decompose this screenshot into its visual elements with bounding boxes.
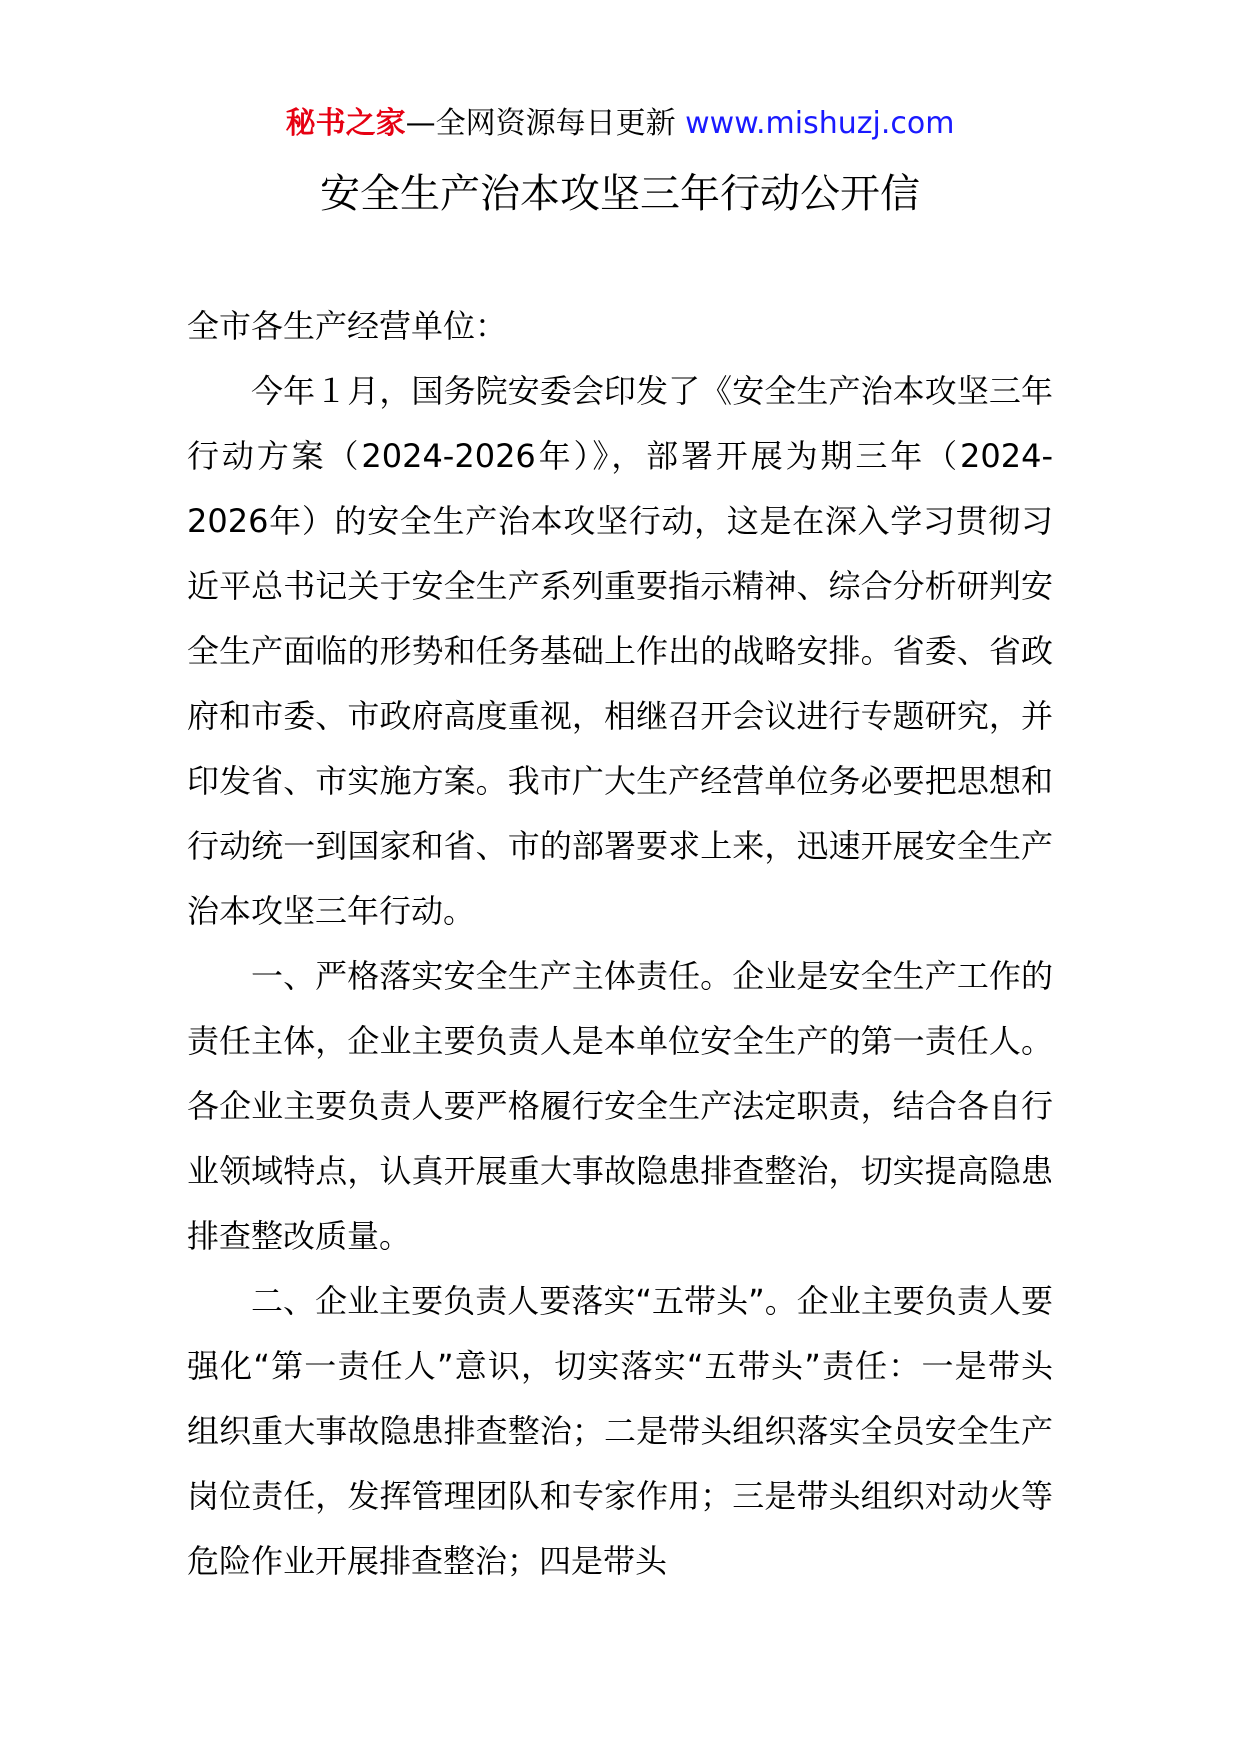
paragraph-section-two: 二、企业主要负责人要落实“五带头”。企业主要负责人要强化“第一责任人”意识，切实落实“五带头”责任：一是带头组织重大事故隐患排查整治；二是带头组织落实全员安全生产岗位责任，发挥管理团队和专家作用；三是带头组织对动火等危险作业开展排查整治；四是带头	[187, 1282, 1053, 1580]
site-url-link[interactable]: www.mishuzj.com	[685, 106, 955, 141]
paragraph-section-one: 一、严格落实安全生产主体责任。企业是安全生产工作的责任主体，企业主要负责人是本单位安全生产的第一责任人。各企业主要负责人要严格履行安全生产法定职责，结合各自行业领域特点，认真开展重大事故隐患排查整治，切实提高隐患排查整改质量。	[187, 957, 1053, 1255]
document-body	[187, 294, 1053, 1594]
document-title: 安全生产治本攻坚三年行动公开信	[320, 171, 920, 217]
paragraph-intro: 今年１月，国务院安委会印发了《安全生产治本攻坚三年行动方案（2024-2026年）》，部署开展为期三年（2024-2026年）的安全生产治本攻坚行动，这是在深入学习贯彻习近平总书记关于安全生产系列重要指示精神、综合分析研判安全生产面临的形势和任务基础上作出的战略安排。省委、省政府和市委、市政府高度重视，相继召开会议进行专题研究，并印发省、市实施方案。我市广大生产经营单位务必要把思想和行动统一到国家和省、市的部署要求上来，迅速开展安全生产治本攻坚三年行动。	[187, 372, 1053, 930]
site-brand: 秘书之家	[285, 106, 406, 141]
site-tagline: —全网资源每日更新	[405, 106, 686, 141]
site-header	[0, 104, 1240, 144]
salutation: 全市各生产经营单位：	[187, 307, 508, 345]
